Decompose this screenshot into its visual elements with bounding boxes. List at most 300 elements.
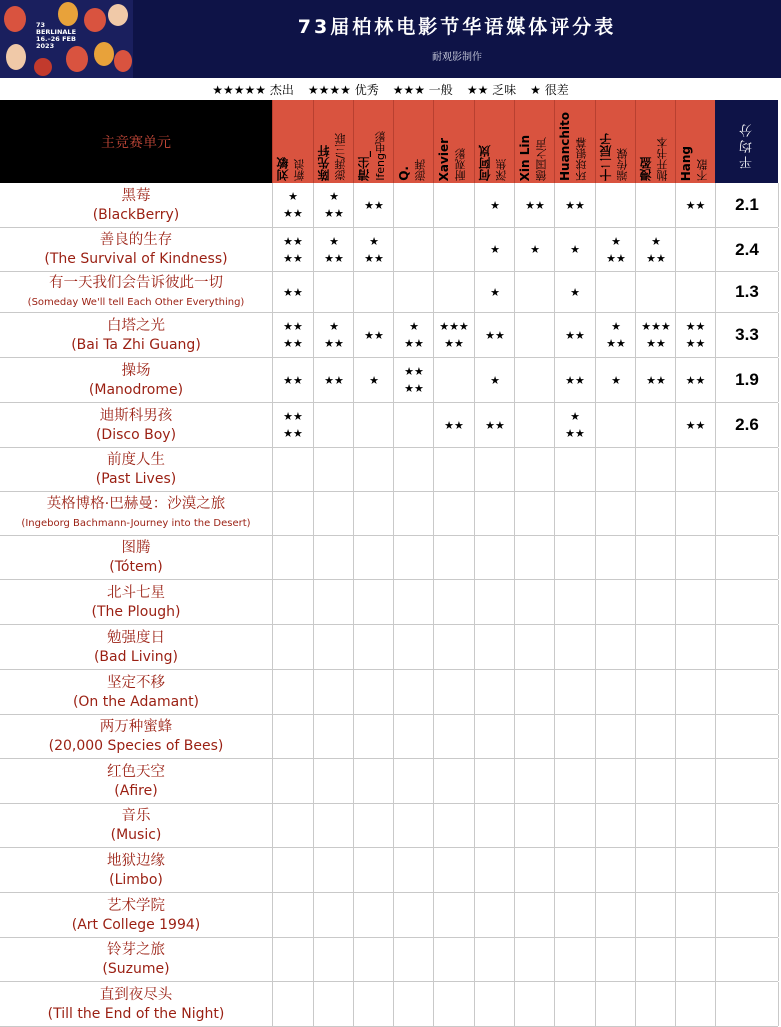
rating-cell — [393, 804, 434, 847]
average-score — [715, 804, 778, 847]
rating-cell — [433, 536, 474, 579]
table-row — [0, 715, 778, 759]
legend-item: ★★ 乏味 — [466, 82, 517, 97]
rating-cell — [272, 893, 313, 937]
film-title-zh: 有一天我们会告诉彼此一切 — [49, 274, 223, 291]
film-title-en: (Afire) — [114, 782, 158, 799]
legend-item: ★ 很差 — [530, 82, 569, 97]
rating-cell — [393, 715, 434, 758]
rating-cell — [595, 272, 636, 312]
rating-cell — [554, 804, 595, 847]
critic-header — [474, 100, 515, 183]
rating-cell — [353, 183, 394, 227]
rating-cell — [514, 893, 555, 937]
rating-cell — [514, 982, 555, 1026]
rating-cell — [514, 228, 555, 271]
rating-cell — [554, 982, 595, 1026]
rating-stars: ★★ — [283, 427, 303, 440]
rating-stars: ★★ — [646, 373, 666, 387]
rating-stars: ★★ — [404, 365, 424, 378]
film-title-cell — [0, 982, 272, 1026]
critic-name: Q. — [397, 166, 411, 181]
rating-cell — [474, 982, 515, 1026]
film-title-cell — [0, 670, 272, 714]
rating-cell — [272, 848, 313, 892]
film-title-zh: 黑莓 — [121, 187, 151, 204]
rating-cell — [474, 536, 515, 579]
rating-stars: ★★ — [283, 320, 303, 333]
table-row — [0, 272, 778, 313]
rating-cell — [474, 893, 515, 937]
rating-cell — [393, 670, 434, 714]
rating-cell — [595, 448, 636, 491]
rating-cell — [353, 982, 394, 1026]
rating-cell — [635, 492, 676, 535]
rating-cell — [635, 848, 676, 892]
average-score — [715, 982, 778, 1026]
rating-cell — [595, 715, 636, 758]
rating-cell — [272, 492, 313, 535]
rating-cell — [313, 448, 354, 491]
rating-cell — [635, 536, 676, 579]
rating-cell — [272, 272, 313, 312]
critic-header — [514, 100, 555, 183]
film-title-cell — [0, 403, 272, 447]
critic-name: 清尘_ — [357, 151, 371, 181]
rating-cell — [393, 228, 434, 271]
rating-cell — [474, 313, 515, 357]
film-title-en: (The Survival of Kindness) — [44, 251, 228, 267]
film-title-en: (Past Lives) — [95, 471, 177, 487]
rating-cell — [675, 938, 715, 981]
rating-cell — [393, 848, 434, 892]
rating-cell — [393, 982, 434, 1026]
rating-cell — [272, 670, 313, 714]
film-title-zh: 图腾 — [121, 540, 151, 556]
film-title-en: (Till the End of the Night) — [47, 1005, 225, 1022]
rating-cell — [353, 358, 394, 402]
critic-outlet: lfeng电影 — [374, 131, 387, 181]
film-title-zh: 两万种蜜蜂 — [99, 719, 173, 735]
table-row — [0, 228, 778, 272]
rating-cell — [595, 938, 636, 981]
rating-cell — [514, 183, 555, 227]
rating-cell — [554, 448, 595, 491]
legend-item: ★★★ 一般 — [392, 82, 453, 97]
rating-stars: ★ — [651, 234, 661, 248]
table-row — [0, 982, 778, 1027]
rating-cell — [313, 272, 354, 312]
rating-cell — [353, 228, 394, 271]
rating-stars: ★★ — [565, 198, 585, 212]
rating-stars: ★★ — [324, 207, 344, 220]
film-title-zh: 艺术学院 — [107, 897, 165, 914]
film-title-cell — [0, 759, 272, 803]
rating-stars: ★ — [570, 285, 580, 299]
rating-cell — [272, 403, 313, 447]
rating-cell — [595, 848, 636, 892]
rating-cell — [474, 492, 515, 535]
rating-cell — [675, 536, 715, 579]
critic-name: 十二辰子 — [599, 133, 613, 181]
rating-cell — [554, 715, 595, 758]
film-title-zh: 善良的生存 — [99, 232, 173, 248]
film-title-en: (Music) — [110, 827, 162, 843]
rating-stars: ★★ — [444, 418, 464, 432]
rating-cell — [393, 938, 434, 981]
film-title-en: (20,000 Species of Bees) — [48, 738, 224, 754]
rating-cell — [474, 358, 515, 402]
film-title-en: (Limbo) — [109, 871, 163, 888]
average-score: 2.1 — [715, 183, 778, 227]
rating-cell — [272, 759, 313, 803]
rating-stars: ★★ — [283, 410, 303, 423]
critic-header — [393, 100, 434, 183]
page-title: 73届柏林电影节华语媒体评分表 — [297, 16, 617, 38]
rating-cell — [433, 670, 474, 714]
film-title-en: (Disco Boy) — [95, 426, 177, 443]
average-score: 2.6 — [715, 403, 778, 447]
rating-cell — [554, 580, 595, 624]
critic-name: 漫盈 — [639, 157, 653, 181]
rating-cell — [514, 580, 555, 624]
rating-cell — [433, 625, 474, 669]
film-title-zh: 英格博格·巴赫曼：沙漠之旅 — [46, 496, 226, 512]
rating-cell — [353, 759, 394, 803]
rating-stars: ★ — [530, 243, 540, 256]
rating-cell — [433, 982, 474, 1026]
critic-header — [353, 100, 394, 183]
rating-cell — [353, 938, 394, 981]
rating-cell — [554, 848, 595, 892]
film-title-zh: 红色天空 — [107, 763, 165, 780]
rating-cell — [313, 848, 354, 892]
film-title-en: (Tótem) — [109, 559, 163, 575]
rating-cell — [514, 492, 555, 535]
rating-stars: ★ — [329, 190, 339, 203]
rating-cell — [635, 982, 676, 1026]
rating-cell — [635, 893, 676, 937]
film-title-zh: 勉强度日 — [107, 629, 165, 646]
rating-stars: ★ — [490, 373, 500, 387]
rating-stars: ★★ — [364, 328, 384, 342]
rating-cell — [353, 848, 394, 892]
rating-cell — [272, 804, 313, 847]
rating-cell — [675, 358, 715, 402]
rating-cell — [313, 403, 354, 447]
average-score — [715, 759, 778, 803]
rating-cell — [554, 893, 595, 937]
rating-cell — [595, 580, 636, 624]
table-row — [0, 403, 778, 448]
rating-stars: ★★ — [283, 285, 303, 299]
rating-cell — [675, 804, 715, 847]
rating-cell — [554, 272, 595, 312]
rating-stars: ★★ — [404, 337, 424, 350]
critic-name: Xin Lin — [518, 134, 532, 181]
table-row — [0, 804, 778, 848]
rating-cell — [474, 403, 515, 447]
film-title-cell — [0, 938, 272, 981]
rating-stars: ★ — [288, 190, 298, 203]
rating-cell — [595, 403, 636, 447]
film-title-cell — [0, 715, 272, 758]
rating-cell — [393, 272, 434, 312]
rating-cell — [313, 715, 354, 758]
rating-cell — [554, 403, 595, 447]
average-score — [715, 848, 778, 892]
rating-cell — [272, 183, 313, 227]
rating-stars: ★★ — [685, 418, 706, 432]
average-score — [715, 580, 778, 624]
rating-stars: ★★ — [404, 382, 424, 395]
rating-cell — [675, 183, 715, 227]
rating-cell — [635, 625, 676, 669]
rating-cell — [635, 183, 676, 227]
berlinale-logo — [0, 0, 133, 78]
rating-cell — [675, 448, 715, 491]
rating-cell — [353, 625, 394, 669]
rating-stars: ★★ — [324, 373, 344, 387]
rating-cell — [675, 715, 715, 758]
rating-cell — [595, 536, 636, 579]
rating-cell — [313, 982, 354, 1026]
rating-stars: ★★ — [525, 198, 545, 212]
rating-cell — [353, 715, 394, 758]
rating-cell — [635, 358, 676, 402]
average-score — [715, 715, 778, 758]
critic-outlet: 抛开书本 — [656, 137, 669, 181]
rating-cell — [675, 403, 715, 447]
rating-cell — [514, 715, 555, 758]
film-title-zh: 直到夜尽头 — [99, 986, 173, 1003]
rating-stars: ★★ — [324, 251, 344, 265]
rating-stars: ★★★ — [439, 320, 469, 333]
rating-cell — [433, 804, 474, 847]
rating-cell — [595, 893, 636, 937]
rating-stars: ★★ — [283, 337, 303, 350]
rating-cell — [514, 536, 555, 579]
film-title-en: (Ingeborg Bachmann-Journey into the Desert) — [21, 518, 251, 529]
film-title-zh: 北斗七星 — [107, 584, 165, 601]
rating-cell — [514, 448, 555, 491]
rating-cell — [554, 313, 595, 357]
rating-cell — [514, 625, 555, 669]
rating-cell — [313, 492, 354, 535]
rating-cell — [272, 313, 313, 357]
film-title-en: (Someday We'll tell Each Other Everything) — [27, 296, 245, 308]
rating-cell — [675, 759, 715, 803]
rating-cell — [272, 536, 313, 579]
rating-cell — [595, 313, 636, 357]
critic-header — [675, 100, 715, 183]
rating-cell — [313, 536, 354, 579]
film-title-cell — [0, 272, 272, 312]
rating-stars: ★ — [611, 234, 621, 248]
rating-cell — [353, 403, 394, 447]
rating-cell — [272, 938, 313, 981]
table-row — [0, 848, 778, 893]
film-title-en: (Bai Ta Zhi Guang) — [71, 336, 201, 353]
film-title-en: (The Plough) — [91, 603, 181, 620]
rating-cell — [393, 580, 434, 624]
page-subtitle: 耐观影制作 — [432, 52, 482, 63]
film-title-cell — [0, 893, 272, 937]
table-row — [0, 625, 778, 670]
rating-cell — [393, 183, 434, 227]
rating-cell — [675, 492, 715, 535]
rating-cell — [595, 183, 636, 227]
rating-cell — [595, 804, 636, 847]
rating-stars: ★★ — [364, 251, 384, 265]
rating-cell — [353, 536, 394, 579]
film-title-en: (Art College 1994) — [71, 916, 201, 933]
rating-cell — [433, 272, 474, 312]
rating-cell — [514, 403, 555, 447]
rating-cell — [554, 358, 595, 402]
page-header — [0, 0, 781, 78]
rating-cell — [635, 804, 676, 847]
rating-stars: ★★ — [444, 337, 464, 350]
film-title-cell — [0, 625, 272, 669]
rating-stars: ★★ — [283, 373, 303, 387]
rating-cell — [514, 272, 555, 312]
rating-cell — [433, 313, 474, 357]
critic-name: Hang — [679, 145, 693, 181]
rating-cell — [433, 403, 474, 447]
rating-cell — [393, 313, 434, 357]
rating-cell — [474, 580, 515, 624]
film-title-cell — [0, 804, 272, 847]
rating-cell — [675, 580, 715, 624]
rating-cell — [474, 272, 515, 312]
rating-stars: ★ — [611, 320, 621, 333]
rating-cell — [313, 580, 354, 624]
rating-cell — [675, 625, 715, 669]
rating-stars: ★★ — [646, 251, 666, 265]
rating-stars: ★ — [409, 320, 419, 333]
rating-cell — [474, 938, 515, 981]
critic-outlet: 澎湃 — [414, 159, 427, 181]
critic-outlet: 环球银幕 — [575, 137, 588, 181]
rating-cell — [313, 893, 354, 937]
critic-name: Xavier — [437, 137, 451, 181]
rating-stars: ★★ — [606, 337, 626, 350]
film-title-zh: 迪斯科男孩 — [99, 407, 173, 424]
rating-cell — [433, 492, 474, 535]
table-row — [0, 536, 778, 580]
rating-stars: ★★ — [606, 251, 626, 265]
film-title-cell — [0, 358, 272, 402]
legend-item: ★★★★★ 杰出 — [212, 82, 294, 97]
film-title-cell — [0, 580, 272, 624]
critic-header — [635, 100, 676, 183]
rating-cell — [635, 759, 676, 803]
rating-cell — [474, 183, 515, 227]
average-score: 3.3 — [715, 313, 778, 357]
table-row — [0, 448, 778, 492]
rating-cell — [433, 715, 474, 758]
table-row — [0, 313, 778, 358]
rating-cell — [313, 313, 354, 357]
rating-cell — [393, 536, 434, 579]
rating-stars: ★ — [369, 234, 379, 248]
rating-cell — [675, 670, 715, 714]
rating-cell — [433, 183, 474, 227]
rating-cell — [272, 715, 313, 758]
rating-cell — [272, 625, 313, 669]
film-title-zh: 操场 — [121, 362, 151, 379]
rating-stars: ★★ — [565, 373, 585, 387]
critic-outlet: 端传媒 — [616, 148, 629, 181]
rating-cell — [635, 272, 676, 312]
film-title-cell — [0, 848, 272, 892]
rating-cell — [313, 183, 354, 227]
rating-cell — [393, 759, 434, 803]
rating-cell — [272, 228, 313, 271]
rating-cell — [554, 183, 595, 227]
rating-stars: ★★ — [685, 373, 706, 387]
rating-cell — [675, 228, 715, 271]
rating-cell — [635, 580, 676, 624]
rating-cell — [675, 272, 715, 312]
average-score: 2.4 — [715, 228, 778, 271]
rating-cell — [393, 893, 434, 937]
rating-stars: ★★ — [685, 198, 706, 212]
rating-cell — [675, 313, 715, 357]
film-title-zh: 地狱边缘 — [107, 852, 165, 869]
average-score — [715, 893, 778, 937]
rating-cell — [595, 492, 636, 535]
average-score: 1.3 — [715, 272, 778, 312]
rating-cell — [433, 759, 474, 803]
rating-cell — [393, 625, 434, 669]
critic-name: 陈先轩 — [317, 145, 331, 181]
rating-cell — [554, 228, 595, 271]
rating-cell — [272, 580, 313, 624]
rating-cell — [393, 448, 434, 491]
rating-cell — [313, 358, 354, 402]
rating-cell — [514, 670, 555, 714]
rating-cell — [474, 848, 515, 892]
rating-cell — [313, 670, 354, 714]
rating-cell — [514, 804, 555, 847]
film-title-en: (Suzume) — [102, 961, 170, 977]
rating-cell — [554, 492, 595, 535]
critic-outlet: 耐观影 — [454, 148, 467, 181]
rating-cell — [433, 848, 474, 892]
rating-stars: ★★ — [646, 337, 666, 350]
rating-cell — [313, 625, 354, 669]
rating-cell — [474, 715, 515, 758]
film-title-en: (On the Adamant) — [72, 693, 200, 710]
critic-name: 刘敏 — [276, 157, 290, 181]
rating-cell — [313, 228, 354, 271]
rating-cell — [272, 448, 313, 491]
rating-stars: ★★ — [565, 328, 585, 342]
film-title-cell — [0, 183, 272, 227]
table-row — [0, 358, 778, 403]
film-title-zh: 音乐 — [121, 808, 151, 824]
average-score — [715, 536, 778, 579]
rating-stars: ★★ — [283, 251, 303, 265]
rating-stars: ★ — [570, 243, 580, 256]
rating-cell — [393, 492, 434, 535]
rating-cell — [433, 358, 474, 402]
rating-cell — [474, 670, 515, 714]
rating-cell — [675, 893, 715, 937]
rating-cell — [635, 313, 676, 357]
